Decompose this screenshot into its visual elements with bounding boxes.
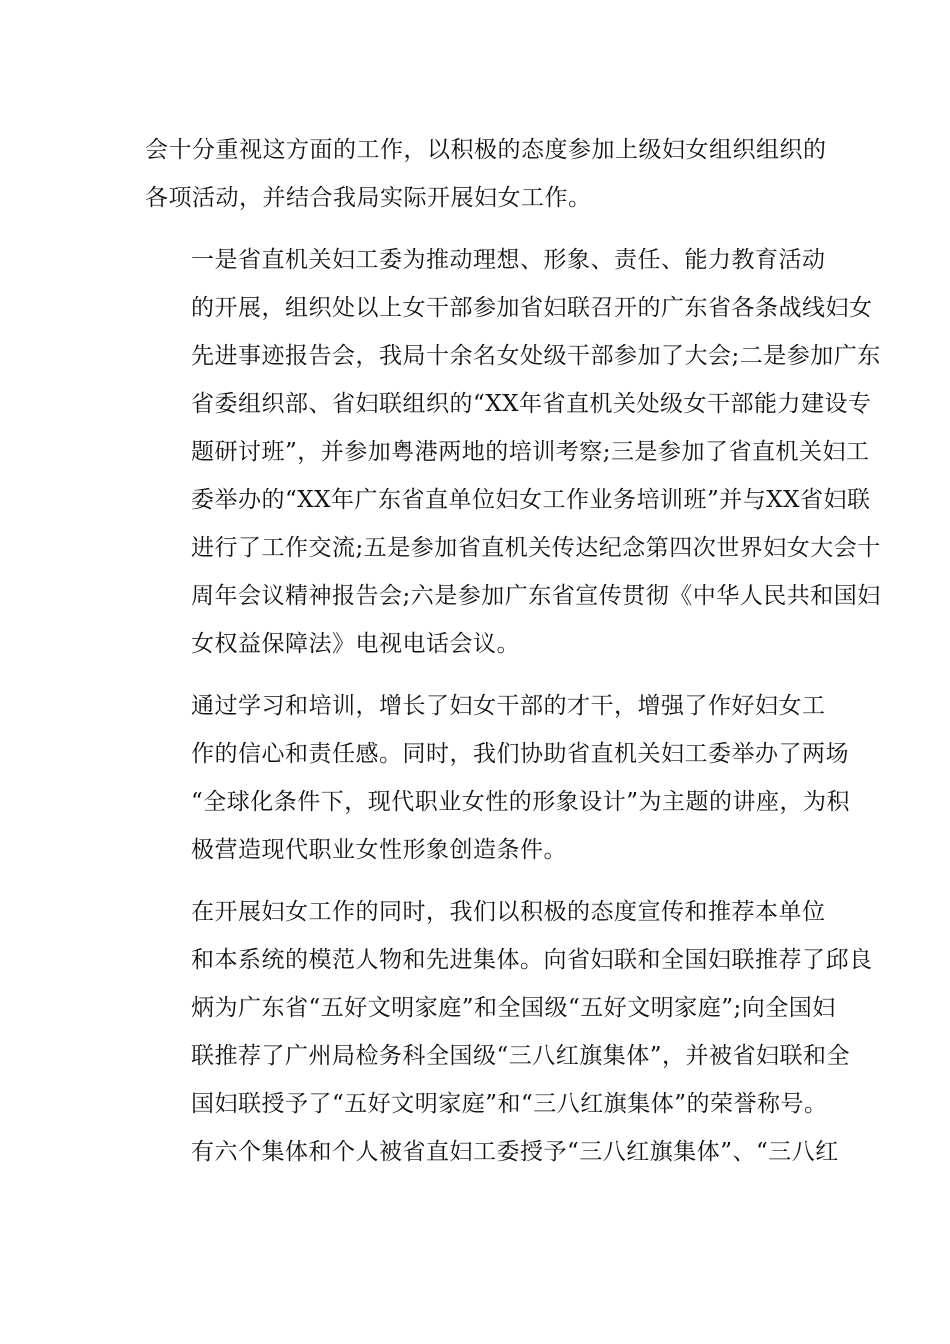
paragraph-2 [145, 236, 881, 668]
text-line: 委举办的“XX年广东省直单位妇女工作业务培训班”并与XX省妇联 [191, 487, 871, 513]
text-line: 周年会议精神报告会;六是参加广东省宣传贯彻《中华人民共和国妇 [191, 583, 881, 609]
text-line: 国妇联授予了“五好文明家庭”和“三八红旗集体”的荣誉称号。 [191, 1091, 828, 1117]
text-line: 会十分重视这方面的工作，以积极的态度参加上级妇女组织组织的 [145, 137, 827, 163]
text-line: 炳为广东省“五好文明家庭”和全国级“五好文明家庭”;向全国妇 [191, 995, 836, 1021]
text-line: 作的信心和责任感。同时，我们协助省直机关妇工委举办了两场 [191, 741, 849, 767]
text-line: 联推荐了广州局检务科全国级“三八红旗集体”，并被省妇联和全 [191, 1043, 851, 1069]
paragraph-1 [145, 126, 827, 222]
text-line: 有六个集体和个人被省直妇工委授予“三八红旗集体”、“三八红 [191, 1139, 839, 1165]
paragraph-4 [145, 888, 873, 1176]
document-body [145, 126, 881, 1190]
text-line: 在开展妇女工作的同时，我们以积极的态度宣传和推荐本单位 [191, 899, 826, 925]
text-line: 题研讨班”，并参加粤港两地的培训考察;三是参加了省直机关妇工 [191, 439, 870, 465]
text-line: 女权益保障法》电视电话会议。 [191, 631, 520, 657]
text-line: 的开展，组织处以上女干部参加省妇联召开的广东省各条战线妇女 [191, 295, 873, 321]
text-line: 省委组织部、省妇联组织的“XX年省直机关处级女干部能力建设专 [191, 391, 872, 417]
text-line: 通过学习和培训，增长了妇女干部的才干，增强了作好妇女工 [191, 693, 826, 719]
text-line: 极营造现代职业女性形象创造条件。 [191, 837, 567, 863]
text-line: 进行了工作交流;五是参加省直机关传达纪念第四次世界妇女大会十 [191, 535, 881, 561]
text-line: 各项活动，并结合我局实际开展妇女工作。 [145, 185, 592, 211]
text-line: 和本系统的模范人物和先进集体。向省妇联和全国妇联推荐了邱良 [191, 947, 873, 973]
paragraph-3 [145, 682, 851, 874]
text-line: 先进事迹报告会，我局十余名女处级干部参加了大会;二是参加广东 [191, 343, 881, 369]
text-line: 一是省直机关妇工委为推动理想、形象、责任、能力教育活动 [191, 247, 826, 273]
text-line: “全球化条件下，现代职业女性的形象设计”为主题的讲座，为积 [191, 789, 851, 815]
